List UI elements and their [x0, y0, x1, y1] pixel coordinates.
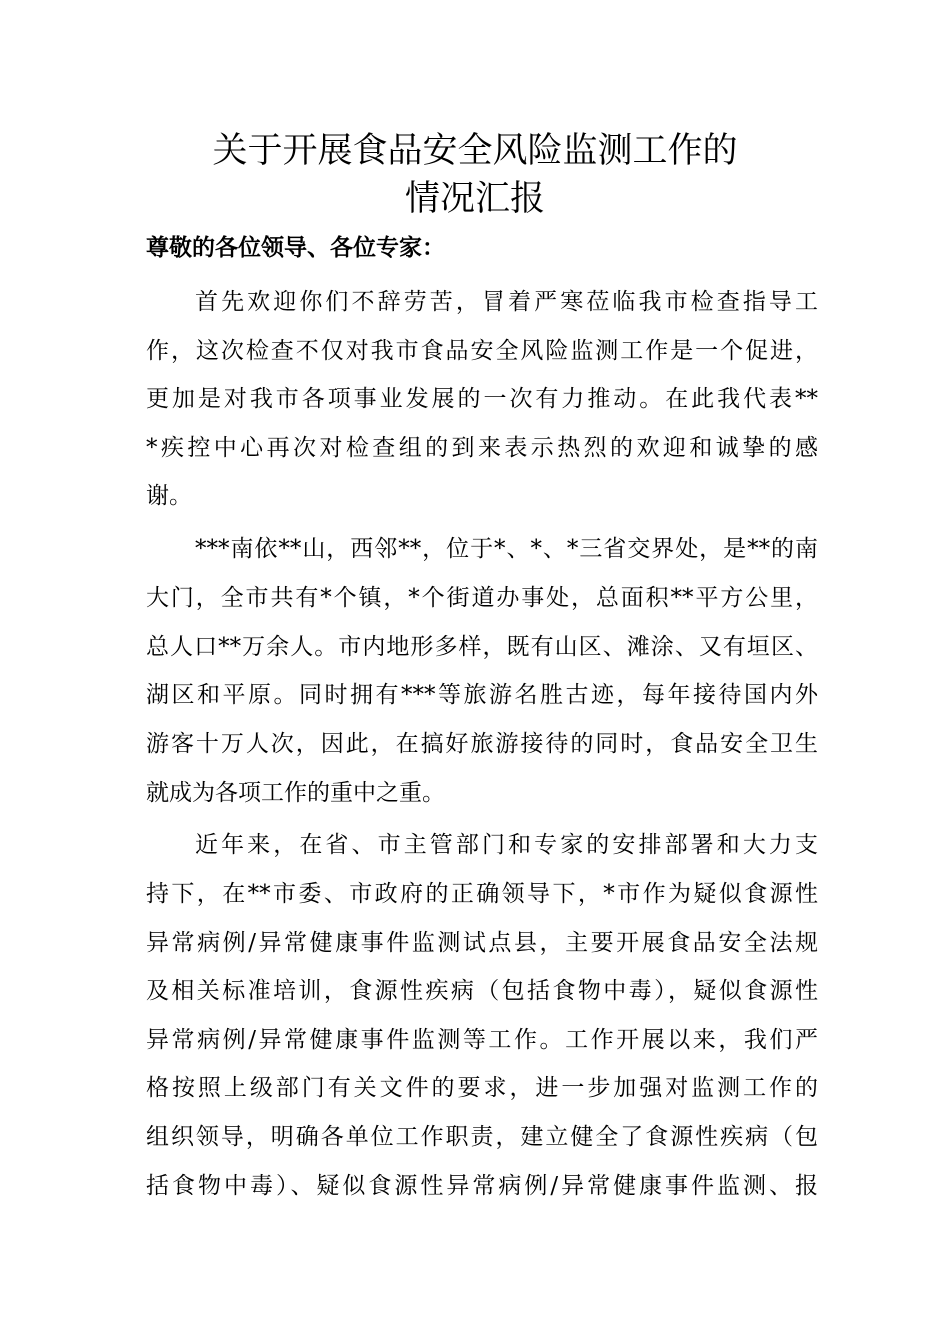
document-title-line-1: 关于开展食品安全风险监测工作的	[212, 131, 738, 171]
paragraph-3-line-1: 近年来，在省、市主管部门和专家的安排部署和大力支	[195, 832, 818, 858]
paragraph-2-line-2: 大门，全市共有*个镇，*个街道办事处，总面积**平方公里，	[146, 585, 818, 611]
paragraph-1-line-1: 首先欢迎你们不辞劳苦，冒着严寒莅临我市检查指导工	[195, 289, 818, 315]
paragraph-3-line-8: 括食物中毒）、疑似食源性异常病例/异常健康事件监测、报	[146, 1173, 818, 1199]
paragraph-3-line-7: 组织领导，明确各单位工作职责，建立健全了食源性疾病（包	[146, 1124, 818, 1150]
paragraph-1-line-2: 作，这次检查不仅对我市食品安全风险监测工作是一个促进，	[146, 338, 818, 364]
salutation: 尊敬的各位领导、各位专家：	[146, 234, 445, 261]
paragraph-2-line-4: 湖区和平原。同时拥有***等旅游名胜古迹，每年接待国内外	[146, 682, 818, 708]
paragraph-2-line-5: 游客十万人次，因此，在搞好旅游接待的同时，食品安全卫生	[146, 731, 818, 757]
paragraph-1-line-3: 更加是对我市各项事业发展的一次有力推动。在此我代表**	[146, 386, 818, 412]
paragraph-2-line-1: ***南依**山，西邻**，位于*、*、*三省交界处，是**的南	[195, 536, 818, 562]
document-title-line-2: 情况汇报	[404, 179, 545, 219]
paragraph-1-line-4: *疾控中心再次对检查组的到来表示热烈的欢迎和诚挚的感	[146, 435, 818, 461]
paragraph-3-line-3: 异常病例/异常健康事件监测试点县，主要开展食品安全法规	[146, 930, 818, 956]
paragraph-3-line-2: 持下，在**市委、市政府的正确领导下，*市作为疑似食源性	[146, 881, 818, 907]
paragraph-3-line-4: 及相关标准培训，食源性疾病（包括食物中毒），疑似食源性	[146, 978, 818, 1004]
paragraph-2-line-6: 就成为各项工作的重中之重。	[146, 780, 445, 806]
paragraph-3-line-6: 格按照上级部门有关文件的要求，进一步加强对监测工作的	[146, 1075, 818, 1101]
paragraph-3-line-5: 异常病例/异常健康事件监测等工作。工作开展以来，我们严	[146, 1027, 818, 1053]
paragraph-1-line-5: 谢。	[146, 483, 192, 509]
paragraph-2-line-3: 总人口**万余人。市内地形多样，既有山区、滩涂、又有垣区、	[146, 634, 818, 660]
